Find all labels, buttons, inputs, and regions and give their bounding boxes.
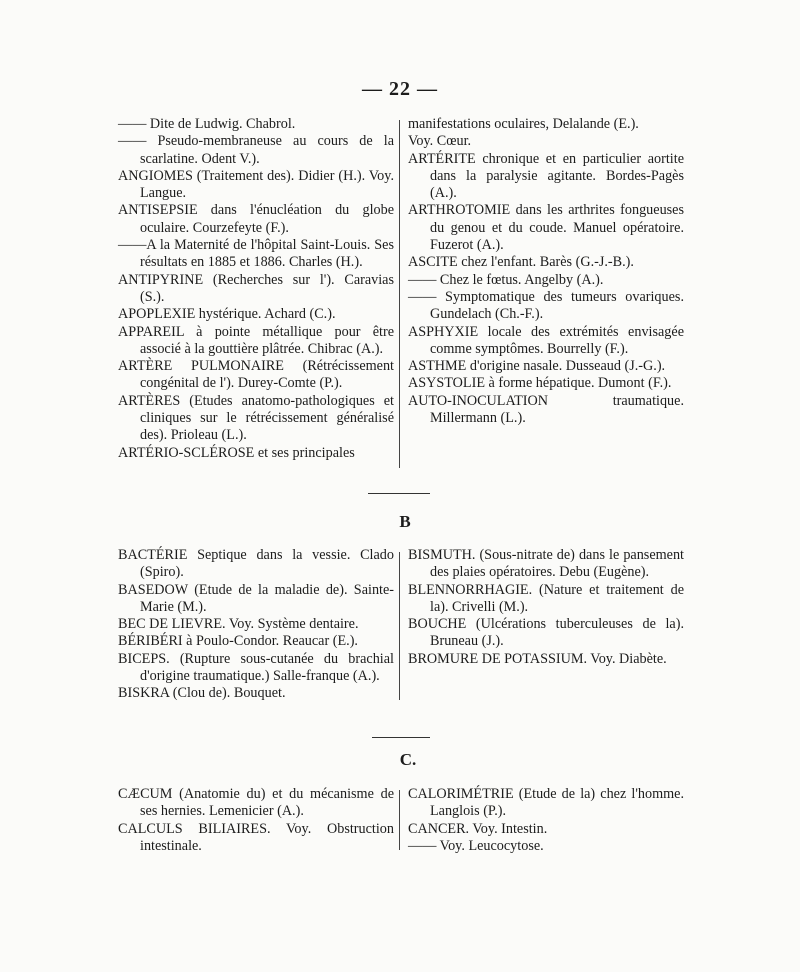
section-b-right-column (408, 547, 684, 668)
index-entry: —— Voy. Leucocytose. (408, 837, 544, 854)
index-entry: BOUCHE (Ulcérations tuberculeuses de la). Bruneau (J.). (408, 616, 684, 650)
index-entry: BASEDOW (Etude de la maladie de). Sainte-Marie (M.). (118, 581, 394, 615)
index-entry: —— Pseudo-membraneuse au cours de la scarlatine. Odent V.). (118, 133, 394, 167)
index-entry: ANTIPYRINE (Recherches sur l'). Caravias (S.). (118, 271, 394, 305)
section-letter-b: B (399, 512, 411, 531)
index-entry: —— Symptomatique des tumeurs ovariques. Gundelach (Ch.-F.). (408, 288, 684, 323)
index-entry: ASTHME d'origine nasale. Dusseaud (J.-G.). (408, 358, 666, 375)
index-entry: ANTISEPSIE dans l'énucléation du globe oculaire. Courzefeyte (F.). (118, 202, 394, 236)
index-entry: BLENNORRHAGIE. (Nature et traitement de la). Crivelli (M.). (408, 581, 684, 615)
index-entry: CALCULS BILIAIRES. Voy. Obstruction intestinale. (118, 820, 394, 854)
index-entry: CALORIMÉTRIE (Etude de la) chez l'homme. Langlois (P.). (408, 786, 684, 820)
index-entry: ASCITE chez l'enfant. Barès (G.-J.-B.). (408, 254, 634, 271)
index-entry: manifestations oculaires, Delalande (E.). (408, 116, 639, 132)
index-entry: Voy. Cœur. (408, 133, 472, 150)
index-entry: ARTÈRE PULMONAIRE (Rétrécissement congénital de l'). Durey-Comte (P.). (118, 358, 394, 392)
index-entry: —— Dite de Ludwig. Chabrol. (118, 116, 296, 132)
index-entry: ARTHROTOMIE dans les arthrites fongueuses du genou et du coude. Manuel opératoire. Fuzerot (A.). (408, 202, 684, 254)
index-entry: CANCER. Voy. Intestin. (408, 820, 548, 837)
index-entry: CÆCUM (Anatomie du) et du mécanisme de ses hernies. Lemenicier (A.). (118, 786, 394, 820)
section-b-left-column (118, 547, 394, 703)
index-entry: ASYSTOLIE à forme hépatique. Dumont (F.). (408, 375, 672, 392)
index-entry: ARTÈRES (Etudes anatomo-pathologiques et cliniques sur le rétrécissement généralisé des). Prioleau (L.). (118, 392, 394, 444)
index-entry: BACTÉRIE Septique dans la vessie. Clado (Spiro). (118, 547, 394, 581)
index-entry: BÉRIBÉRI à Poulo-Condor. Reaucar (E.). (118, 633, 358, 650)
section-c-left-column (118, 786, 394, 855)
index-entry: —— Chez le fœtus. Angelby (A.). (408, 271, 604, 288)
page-number: — 22 — (362, 78, 438, 100)
section-a-left-column (118, 116, 394, 462)
section-letter-c: C. (399, 750, 417, 769)
section-divider (372, 737, 430, 738)
index-entry: BISKRA (Clou de). Bouquet. (118, 685, 286, 702)
column-divider (399, 120, 400, 468)
section-divider (368, 493, 430, 494)
index-entry: BROMURE DE POTASSIUM. Voy. Diabète. (408, 650, 667, 667)
column-divider (399, 552, 400, 700)
column-divider (399, 790, 400, 850)
index-entry: BICEPS. (Rupture sous-cutanée du brachial d'origine traumatique.) Salle-franque (A.). (118, 650, 394, 685)
section-c-right-column (408, 786, 684, 855)
index-entry: ——A la Maternité de l'hôpital Saint-Louis. Ses résultats en 1885 et 1886. Charles (H.). (118, 237, 394, 271)
section-a-right-column (408, 116, 684, 427)
index-entry: APPAREIL à pointe métallique pour être associé à la gouttière plâtrée. Chibrac (A.). (118, 323, 394, 357)
index-entry: APOPLEXIE hystérique. Achard (C.). (118, 306, 336, 323)
index-entry: ASPHYXIE locale des extrémités envisagée comme symptômes. Bourrelly (F.). (408, 323, 684, 357)
index-entry: ARTÉRITE chronique et en particulier aortite dans la paralysie agitante. Bordes-Pagès (A.). (408, 150, 684, 202)
index-entry: AUTO-INOCULATION traumatique. Millermann (L.). (408, 392, 684, 427)
index-entry: ARTÉRIO-SCLÉROSE et ses principales (118, 444, 355, 461)
index-entry: ANGIOMES (Traitement des). Didier (H.). Voy. Langue. (118, 167, 394, 202)
index-entry: BEC DE LIEVRE. Voy. Système dentaire. (118, 616, 359, 633)
index-entry: BISMUTH. (Sous-nitrate de) dans le pansement des plaies opératoires. Debu (Eugène). (408, 547, 684, 581)
